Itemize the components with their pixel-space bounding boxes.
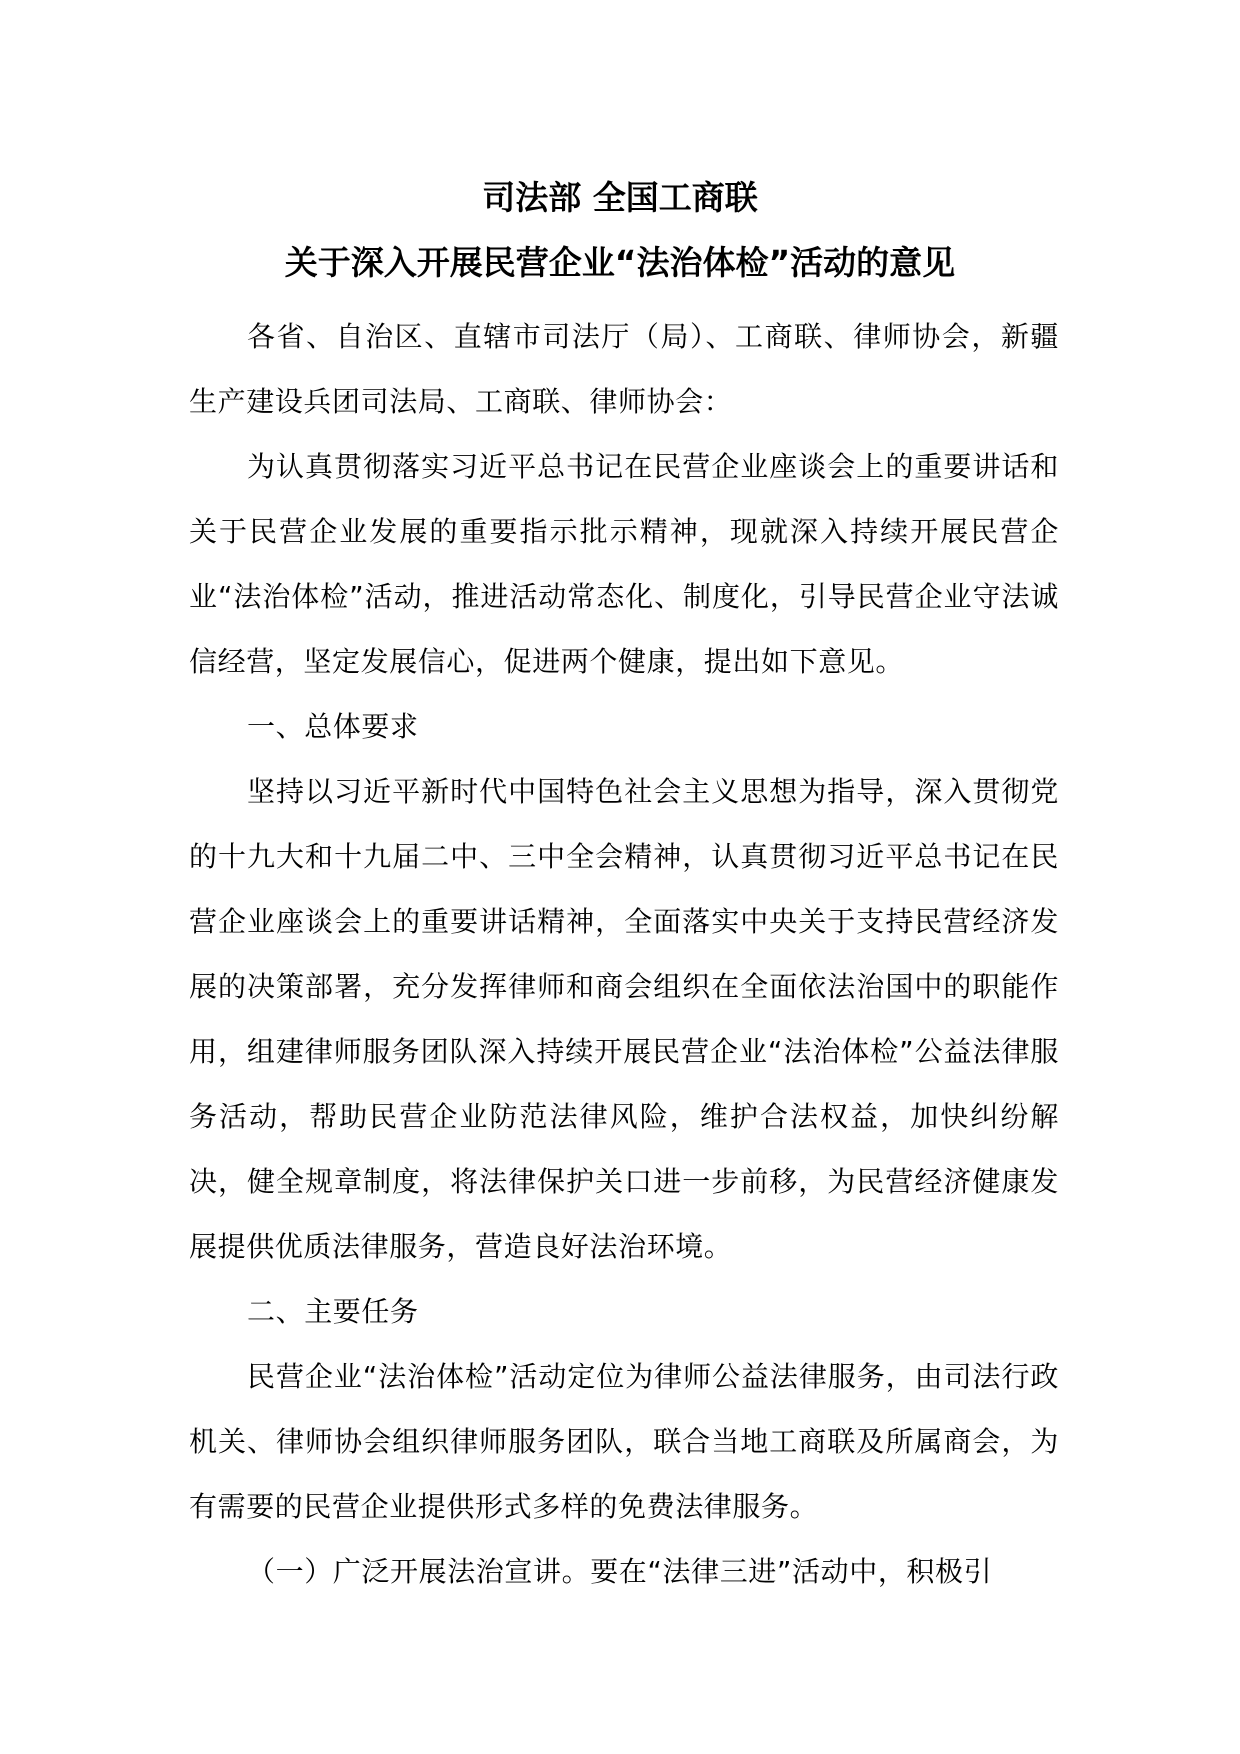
intro-paragraph: 为认真贯彻落实习近平总书记在民营企业座谈会上的重要讲话和关于民营企业发展的重要指示批示精神，现就深入持续开展民营企业“法治体检”活动，推进活动常态化、制度化，引导民营企业守法诚信经营，坚定发展信心，促进两个健康，提出如下意见。 [189,450,1059,678]
addressee-paragraph: 各省、自治区、直辖市司法厅（局）、工商联、律师协会，新疆生产建设兵团司法局、工商联、律师协会： [189,320,1059,418]
document-title: 关于深入开展民营企业“法治体检”活动的意见 [284,243,956,282]
document-issuer-title: 司法部 全国工商联 [482,178,758,217]
task-one-paragraph: （一）广泛开展法治宣讲。要在“法律三进”活动中，积极引 [247,1555,993,1588]
section-heading-general-requirements: 一、总体要求 [247,710,419,743]
section-heading-main-tasks: 二、主要任务 [247,1295,419,1328]
main-tasks-paragraph: 民营企业“法治体检”活动定位为律师公益法律服务，由司法行政机关、律师协会组织律师服务团队，联合当地工商联及所属商会，为有需要的民营企业提供形式多样的免费法律服务。 [189,1360,1059,1523]
document-body [189,304,1059,1604]
general-requirements-paragraph: 坚持以习近平新时代中国特色社会主义思想为指导，深入贯彻党的十九大和十九届二中、三中全会精神，认真贯彻习近平总书记在民营企业座谈会上的重要讲话精神，全面落实中央关于支持民营经济发展的决策部署，充分发挥律师和商会组织在全面依法治国中的职能作用，组建律师服务团队深入持续开展民营企业“法治体检”公益法律服务活动，帮助民营企业防范法律风险，维护合法权益，加快纠纷解决，健全规章制度，将法律保护关口进一步前移，为民营经济健康发展提供优质法律服务，营造良好法治环境。 [189,775,1059,1263]
